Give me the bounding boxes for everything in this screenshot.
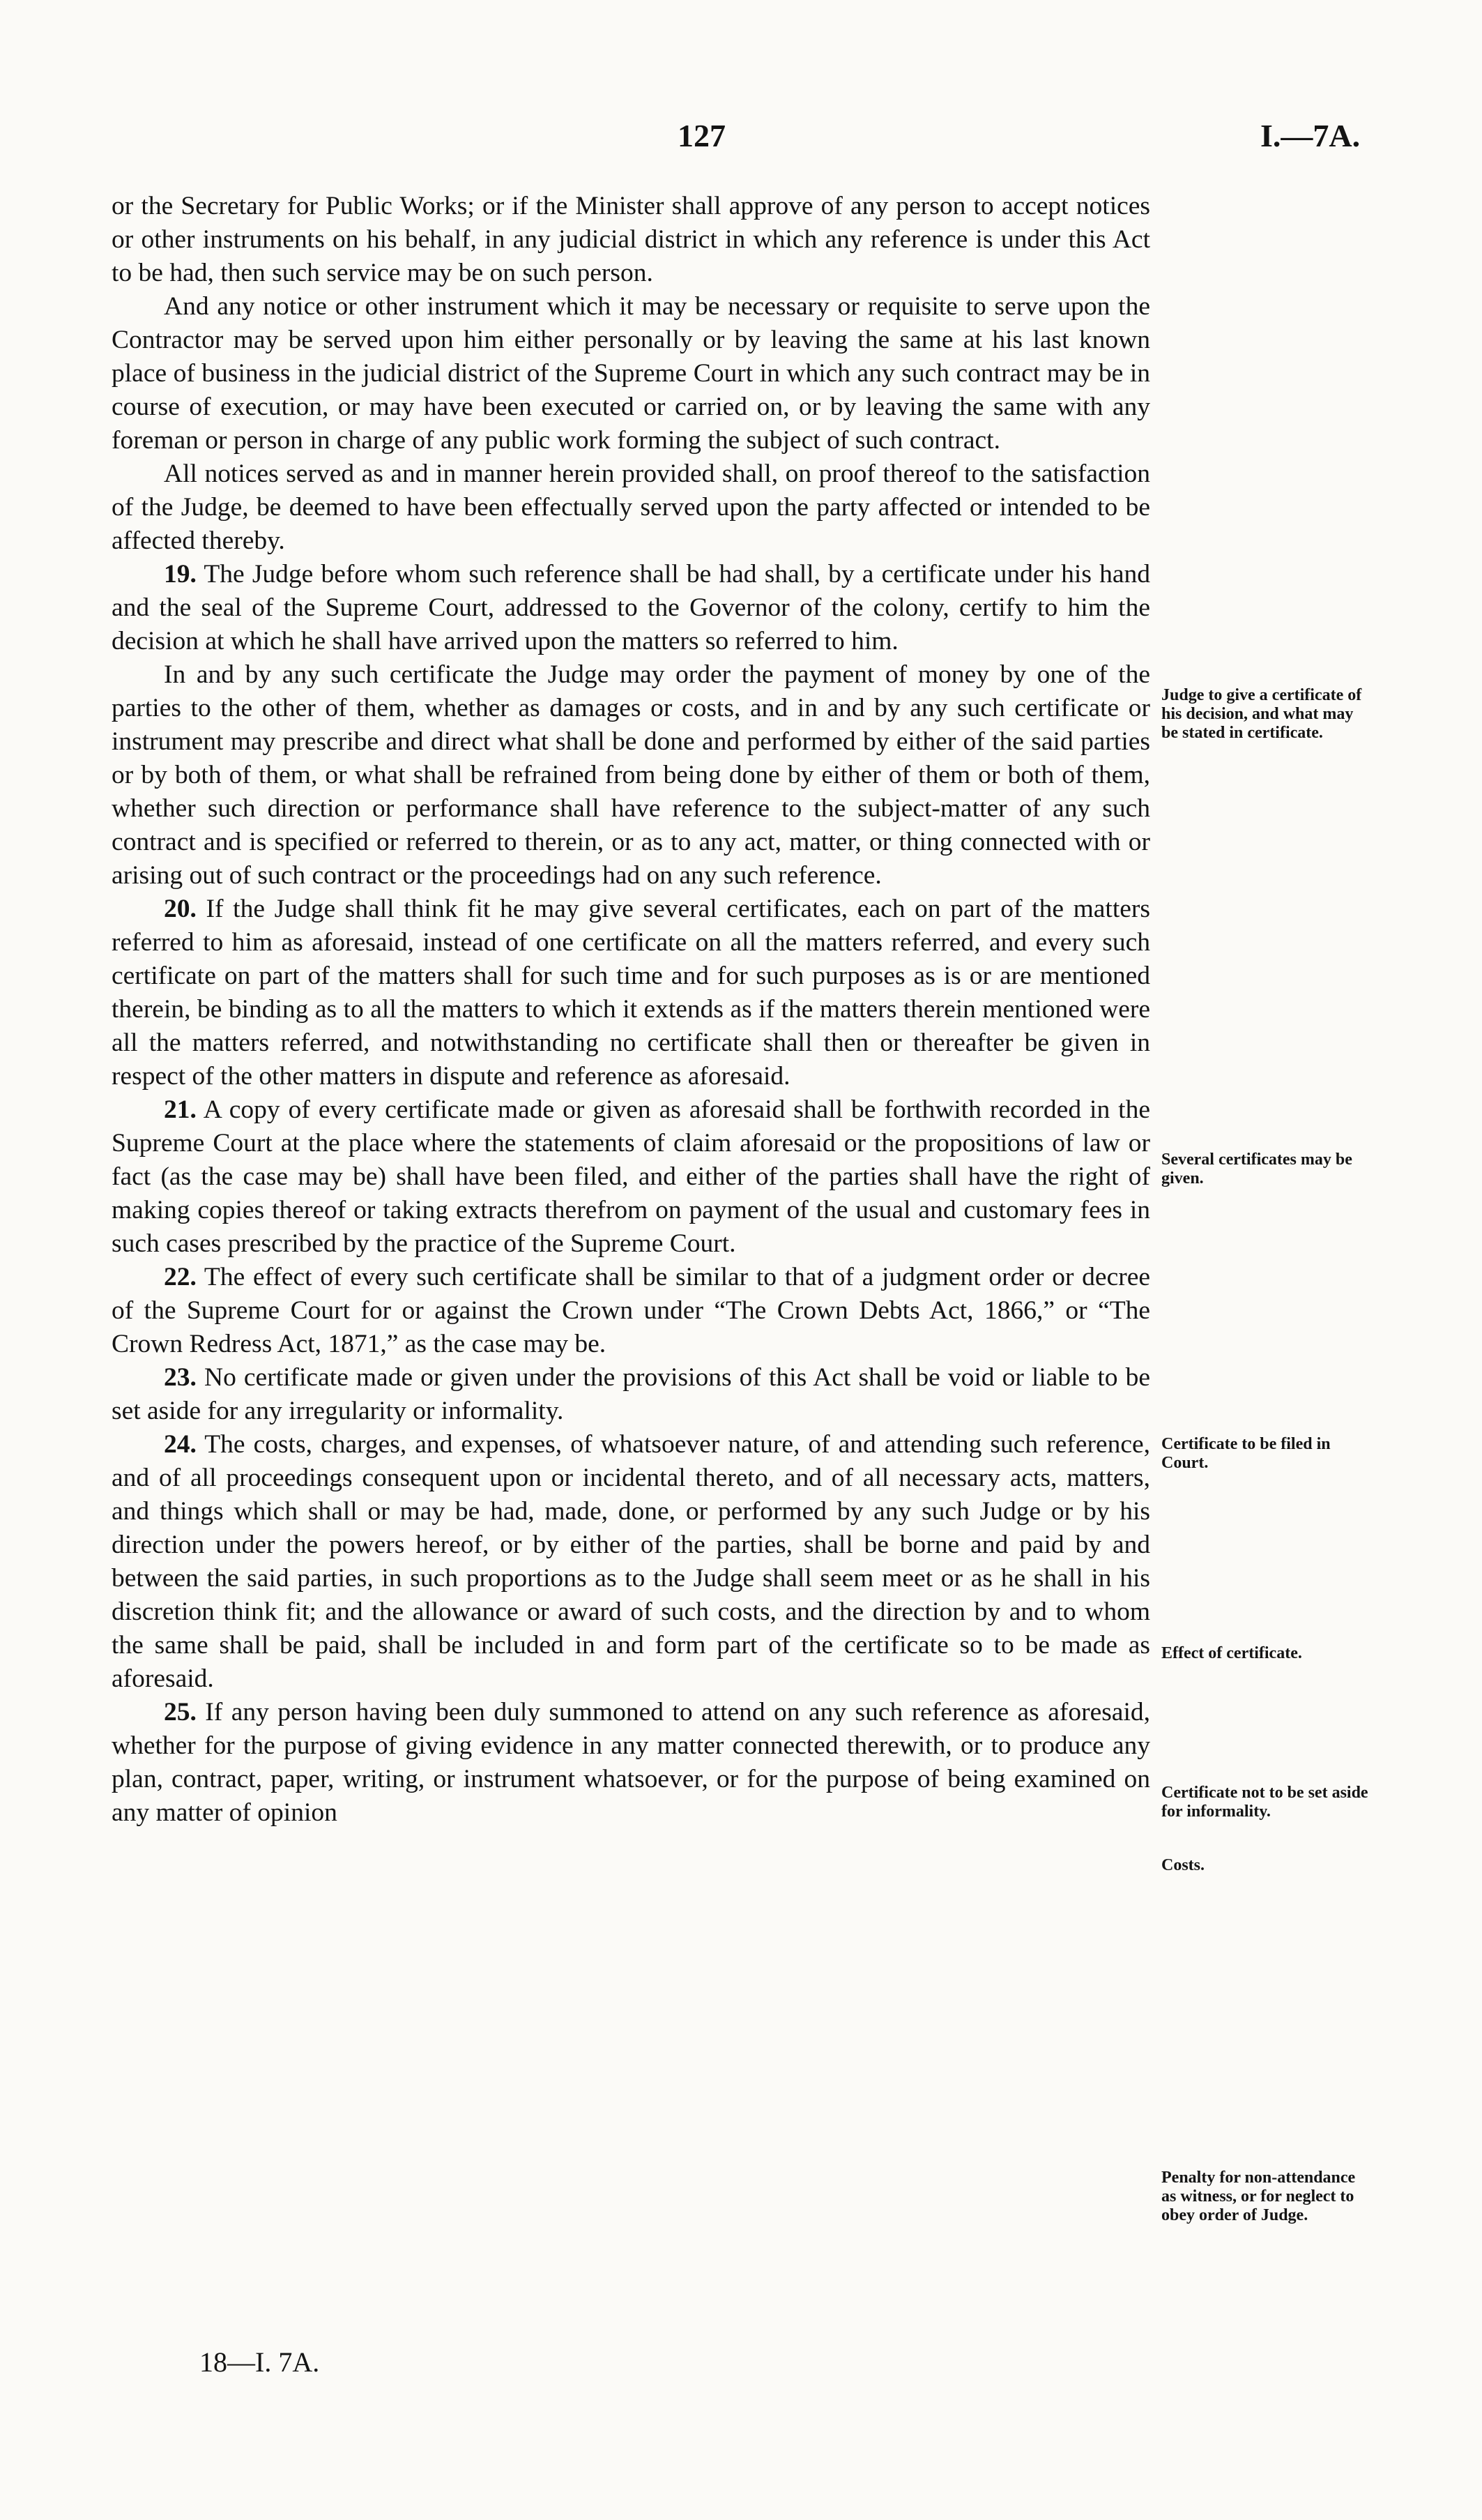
- side-note-several-certificates: Several certificates may be given.: [1161, 1151, 1352, 1187]
- paragraph: And any notice or other instrument which it may be necessary or requisite to serve upon the Contractor may be served upon him either personally or by leaving the same at his last known place of business in the judicial district of the Supreme Court in which any such contract may be in course of execution, or may have been executed or carried on, or by leaving the same with any foreman or person in charge of any public work forming the subject of such contract.: [112, 292, 1150, 455]
- body-text: [112, 190, 1150, 1830]
- section-25: 25. If any person having been duly summoned to attend on any such reference as aforesaid, whether for the purpose of giving evidence in any matter connected therewith, or to produce any plan, contract, paper, writing, or instrument whatsoever, or for the purpose of being examined on any matter of opinion: [112, 1698, 1150, 1827]
- section-24: 24. The costs, charges, and expenses, of whatsoever nature, of and attending such reference, and of all proceedings consequent upon or incidental thereto, and of all necessary acts, matters, and things which shall or may be had, made, done, or performed by any such Judge or by his direction under the powers hereof, or by either of the parties, shall be borne and paid by and between the said parties, in such proportions as to the Judge shall seem meet or as he shall in his discretion think fit; and the allowance or award of such costs, and the direction by and to whom the same shall be paid, shall be included in and form part of the certificate so to be made as aforesaid.: [112, 1430, 1150, 1693]
- side-note-penalty: Penalty for non-attendance as witness, or for neglect to obey order of Judge.: [1161, 2169, 1356, 2224]
- section-number: 21.: [164, 1095, 197, 1124]
- page-number: 127: [678, 118, 726, 153]
- section-number: 22.: [164, 1263, 197, 1291]
- printer-signature: 18—I. 7A.: [199, 2346, 320, 2378]
- side-note-certificate-filed: Certificate to be filed in Court.: [1161, 1435, 1331, 1472]
- section-number: 20.: [164, 895, 197, 923]
- paragraph: In and by any such certificate the Judge may order the payment of money by one of the parties to the other of them, whether as damages or costs, and in and by any such certificate or instrument may prescribe and direct what shall be done and performed by either of the said parties or by both of them, or what shall be refrained from being done by either of them or both of them, whether such direction or performance shall have reference to the subject-matter of any such contract and is specified or referred to therein, or as to any act, matter, or thing connected with or arising out of such contract or the proceedings had on any such reference.: [112, 660, 1150, 890]
- side-note-not-set-aside: Certificate not to be set aside for informality.: [1161, 1784, 1368, 1821]
- section-20: 20. If the Judge shall think fit he may give several certificates, each on part of the matters referred to him as aforesaid, instead of one certificate on all the matters referred, and every such certificate on part of the matters shall for such time and for such purposes as is or are mentioned therein, be binding as to all the matters to which it extends as if the matters therein mentioned were all the matters referred, and notwithstanding no certificate shall then or thereafter be given in respect of the other matters in dispute and reference as aforesaid.: [112, 895, 1150, 1091]
- side-note-judge-certificate: Judge to give a certificate of his decision, and what may be stated in certificate.: [1161, 686, 1362, 742]
- section-19: 19. The Judge before whom such reference shall be had shall, by a certificate under his hand and the seal of the Supreme Court, addressed to the Governor of the colony, certify to him the decision at which he shall have arrived upon the matters so referred to him.: [112, 560, 1150, 655]
- section-23: 23. No certificate made or given under the provisions of this Act shall be void or liable to be set aside for any irregularity or informality.: [112, 1363, 1151, 1425]
- side-note-costs: Costs.: [1161, 1856, 1205, 1874]
- document-reference: I.—7A.: [1260, 118, 1361, 153]
- paragraph: All notices served as and in manner herein provided shall, on proof thereof to the satisfaction of the Judge, be deemed to have been effectually served upon the party affected or intended to be affected thereby.: [112, 460, 1150, 555]
- section-21: 21. A copy of every certificate made or given as aforesaid shall be forthwith recorded in the Supreme Court at the place where the statements of claim aforesaid or the propositions of law or fact (as the case may be) shall have been filed, and either of the parties shall have the right of making copies thereof or taking extracts therefrom on payment of the usual and customary fees in such cases prescribed by the practice of the Supreme Court.: [112, 1095, 1150, 1258]
- section-22: 22. The effect of every such certificate shall be similar to that of a judgment order or decree of the Supreme Court for or against the Crown under “The Crown Debts Act, 1866,” or “The Crown Redress Act, 1871,” as the case may be.: [112, 1263, 1150, 1358]
- side-note-effect-of-certificate: Effect of certificate.: [1161, 1644, 1302, 1662]
- section-number: 25.: [164, 1698, 197, 1726]
- paragraph: or the Secretary for Public Works; or if the Minister shall approve of any person to accept notices or other instruments on his behalf, in any judicial district in which any reference is under this Act to be had, then such service may be on such person.: [112, 192, 1150, 287]
- section-number: 23.: [164, 1363, 197, 1392]
- section-number: 24.: [164, 1430, 197, 1459]
- section-number: 19.: [164, 560, 197, 589]
